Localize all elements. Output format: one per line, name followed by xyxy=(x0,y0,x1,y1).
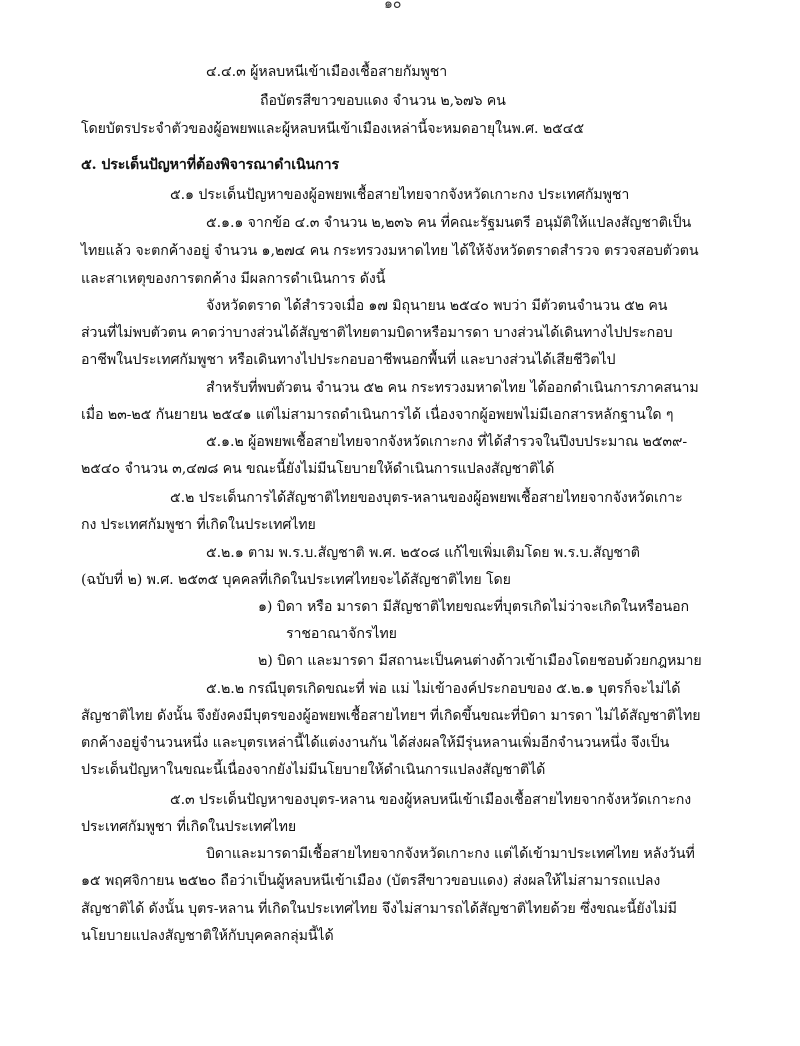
text-line: ประเทศกัมพูชา ที่เกิดในประเทศไทย xyxy=(81,819,297,835)
text-line: นโยบายแปลงสัญชาติให้กับบุคคลกลุ่มนี้ได้ xyxy=(81,928,334,944)
subsection-heading: ๔.๔.๓ ผู้หลบหนีเข้าเมืองเชื้อสายกัมพูชา xyxy=(206,64,448,80)
text-line: โดยบัตรประจำตัวของผู้อพยพและผู้หลบหนีเข้าเมืองเหล่านี้จะหมดอายุในพ.ศ. ๒๕๔๕ xyxy=(81,121,585,137)
text-line: และสาเหตุของการตกค้าง มีผลการดำเนินการ ดังนี้ xyxy=(81,271,386,287)
text-line: ถือบัตรสีขาวขอบแดง จำนวน ๒,๖๗๖ คน xyxy=(260,93,506,109)
text-line: ตกค้างอยู่จำนวนหนึ่ง และบุตรเหล่านี้ได้แต่งงานกัน ได้ส่งผลให้มีรุ่นหลานเพิ่มอีกจำนวนหนึ่ง จึงเป็น xyxy=(81,735,670,751)
subsection-heading: ๕.๑ ประเด็นปัญหาของผู้อพยพเชื้อสายไทยจากจังหวัดเกาะกง ประเทศกัมพูชา xyxy=(170,187,630,203)
list-item: ๒) บิดา และมารดา มีสถานะเป็นคนต่างด้าวเข้าเมืองโดยชอบด้วยกฎหมาย xyxy=(258,653,702,669)
text-line: สัญชาติได้ ดังนั้น บุตร-หลาน ที่เกิดในประเทศไทย จึงไม่สามารถได้สัญชาติไทยด้วย ซึ่งขณะนี้ยังไม่มี xyxy=(81,901,677,917)
text-line: ส่วนที่ไม่พบตัวตน คาดว่าบางส่วนได้สัญชาติไทยตามบิดาหรือมารดา บางส่วนได้เดินทางไปประกอบ xyxy=(81,325,673,341)
text-line: ๕.๑.๒ ผู้อพยพเชื้อสายไทยจากจังหวัดเกาะกง ที่ได้สำรวจในปีงบประมาณ ๒๕๓๙- xyxy=(206,434,688,450)
list-item: ๑) บิดา หรือ มารดา มีสัญชาติไทยขณะที่บุตรเกิดไม่ว่าจะเกิดในหรือนอก xyxy=(258,599,690,615)
page-number: ๑๐ xyxy=(384,0,402,12)
subsection-heading: ๕.๒ ประเด็นการได้สัญชาติไทยของบุตร-หลานของผู้อพยพเชื้อสายไทยจากจังหวัดเกาะ xyxy=(170,490,683,506)
text-line: ๕.๒.๒ กรณีบุตรเกิดขณะที่ พ่อ แม่ ไม่เข้าองค์ประกอบของ ๕.๒.๑ บุตรก็จะไม่ได้ xyxy=(206,681,681,697)
text-line: ๑๕ พฤศจิกายน ๒๕๒๐ ถือว่าเป็นผู้หลบหนีเข้าเมือง (บัตรสีขาวขอบแดง) ส่งผลให้ไม่สามารถแปลง xyxy=(81,873,661,889)
text-line: ๒๕๔๐ จำนวน ๓,๔๗๘ คน ขณะนี้ยังไม่มีนโยบายให้ดำเนินการแปลงสัญชาติได้ xyxy=(81,461,555,477)
text-line: กง ประเทศกัมพูชา ที่เกิดในประเทศไทย xyxy=(81,517,316,533)
section-heading: ๕. ประเด็นปัญหาที่ต้องพิจารณาดำเนินการ xyxy=(81,157,340,173)
text-line: ไทยแล้ว จะตกค้างอยู่ จำนวน ๑,๒๗๔ คน กระทรวงมหาดไทย ได้ให้จังหวัดตราดสำรวจ ตรวจสอบตัวตน xyxy=(81,243,699,259)
text-line: ๕.๒.๑ ตาม พ.ร.บ.สัญชาติ พ.ศ. ๒๕๐๘ แก้ไขเพิ่มเติมโดย พ.ร.บ.สัญชาติ xyxy=(206,545,640,561)
text-line: อาชีพในประเทศกัมพูชา หรือเดินทางไปประกอบอาชีพนอกพื้นที่ และบางส่วนได้เสียชีวิตไป xyxy=(81,352,616,368)
subsection-heading: ๕.๓ ประเด็นปัญหาของบุตร-หลาน ของผู้หลบหนีเข้าเมืองเชื้อสายไทยจากจังหวัดเกาะกง xyxy=(170,792,692,808)
text-line: ๕.๑.๑ จากข้อ ๔.๓ จำนวน ๒,๒๓๖ คน ที่คณะรัฐมนตรี อนุมัติให้แปลงสัญชาติเป็น xyxy=(206,215,692,231)
text-line: สำหรับที่พบตัวตน จำนวน ๕๒ คน กระทรวงมหาดไทย ได้ออกดำเนินการภาคสนาม xyxy=(206,380,699,396)
text-line: ประเด็นปัญหาในขณะนี้เนื่องจากยังไม่มีนโยบายให้ดำเนินการแปลงสัญชาติได้ xyxy=(81,762,546,778)
text-line: เมื่อ ๒๓-๒๕ กันยายน ๒๕๔๑ แต่ไม่สามารถดำเนินการได้ เนื่องจากผู้อพยพไม่มีเอกสารหลักฐานใด ๆ xyxy=(81,407,674,423)
text-line: สัญชาติไทย ดังนั้น จึงยังคงมีบุตรของผู้อพยพเชื้อสายไทยฯ ที่เกิดขึ้นขณะที่บิดา มารดา ไม่ได้สัญชาติไทย xyxy=(81,708,701,724)
text-line: (ฉบับที่ ๒) พ.ศ. ๒๕๓๕ บุคคลที่เกิดในประเทศไทยจะได้สัญชาติไทย โดย xyxy=(81,572,511,588)
text-line: จังหวัดตราด ได้สำรวจเมื่อ ๑๗ มิถุนายน ๒๕๔๐ พบว่า มีตัวตนจำนวน ๕๒ คน xyxy=(206,298,668,314)
text-line: บิดาและมารดามีเชื้อสายไทยจากจังหวัดเกาะกง แต่ได้เข้ามาประเทศไทย หลังวันที่ xyxy=(206,846,695,862)
text-line: ราชอาณาจักรไทย xyxy=(286,626,397,642)
